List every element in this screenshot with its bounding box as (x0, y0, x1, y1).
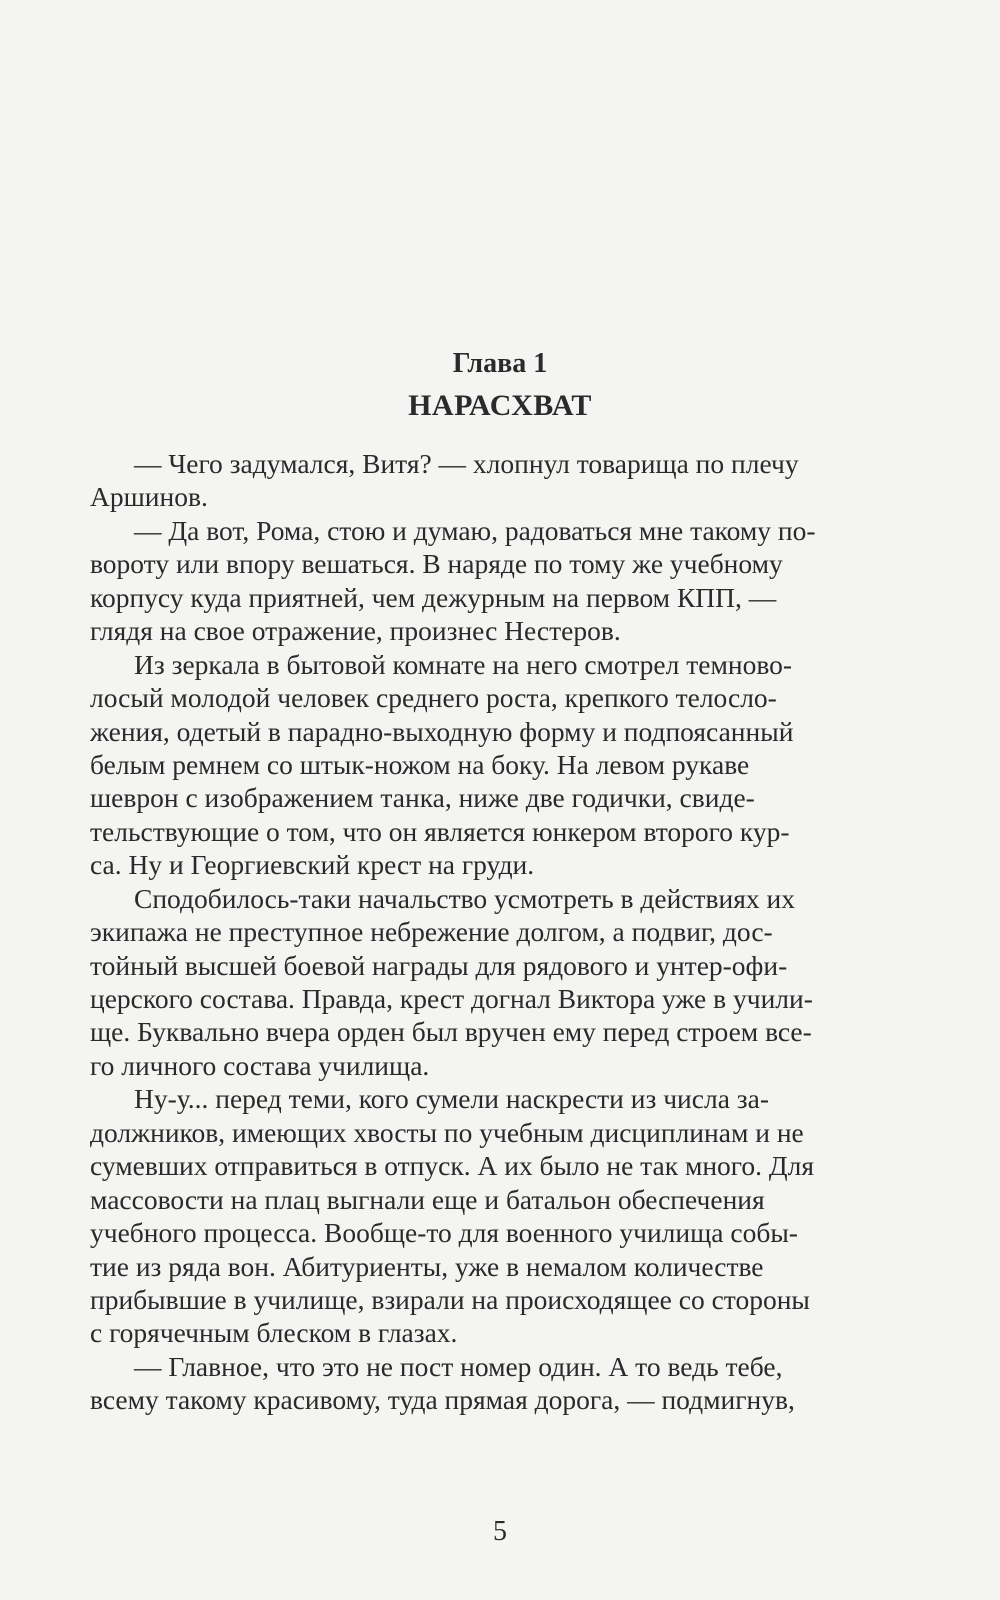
text-line: белым ремнем со штык-ножом на боку. На левом рукаве (90, 748, 750, 780)
text-line: глядя на свое отражение, произнес Нестеров. (90, 615, 621, 647)
text-line: должников, имеющих хвосты по учебным дисциплинам и не (90, 1116, 804, 1148)
text-line: жения, одетый в парадно-выходную форму и подпоясанный (90, 715, 794, 747)
text-line: са. Ну и Георгиевский крест на груди. (90, 849, 535, 881)
text-line: Из зеркала в бытовой комнате на него смотрел темново- (134, 648, 793, 680)
text-line: церского состава. Правда, крест догнал Виктора уже в учили- (90, 983, 813, 1014)
text-line: тойный высшей боевой награды для рядового и унтер-офи- (90, 949, 788, 981)
chapter-title: НАРАСХВАТ (408, 389, 592, 422)
text-line: Сподобилось-таки начальство усмотреть в действиях их (134, 882, 795, 914)
text-line: — Да вот, Рома, стою и думаю, радоваться мне такому по- (134, 514, 816, 546)
text-line: корпусу куда приятней, чем дежурным на первом КПП, — (90, 581, 777, 613)
text-line: вороту или впору вешаться. В наряде по тому же учебному (90, 548, 783, 580)
text-line: экипажа не преступное небрежение долгом, а подвиг, дос- (90, 916, 773, 948)
page-number: 5 (493, 1516, 507, 1547)
text-line: Аршинов. (90, 481, 208, 513)
text-line: тельствующие о том, что он является юнкером второго кур- (90, 815, 790, 847)
text-line: учебного процесса. Вообще-то для военного училища собы- (90, 1217, 798, 1249)
text-line: сумевших отправиться в отпуск. А их было не так много. Для (90, 1150, 815, 1182)
text-line: прибывшие в училище, взирали на происходящее со стороны (90, 1283, 810, 1315)
text-line: лосый молодой человек среднего роста, крепкого телосло- (90, 682, 777, 714)
text-line: всему такому красивому, туда прямая дорога, — подмигнув, (90, 1384, 795, 1416)
text-line: тие из ряда вон. Абитуриенты, уже в немалом количестве (90, 1250, 764, 1282)
text-line: — Чего задумался, Витя? — хлопнул товарища по плечу (134, 448, 799, 479)
text-line: с горячечным блеском в глазах. (90, 1317, 458, 1349)
text-line: го личного состава училища. (90, 1049, 430, 1081)
text-line: Ну-у... перед теми, кого сумели наскрести из числа за- (134, 1083, 770, 1115)
text-line: — Главное, что это не пост номер один. А то ведь тебе, (134, 1350, 783, 1382)
text-line: шеврон с изображением танка, ниже две годички, свиде- (90, 782, 755, 814)
text-line: ще. Буквально вчера орден был вручен ему перед строем все- (90, 1016, 812, 1048)
text-line: массовости на плац выгнали еще и батальон обеспечения (90, 1183, 765, 1215)
chapter-number: Глава 1 (452, 348, 548, 379)
body-text (90, 447, 900, 1417)
